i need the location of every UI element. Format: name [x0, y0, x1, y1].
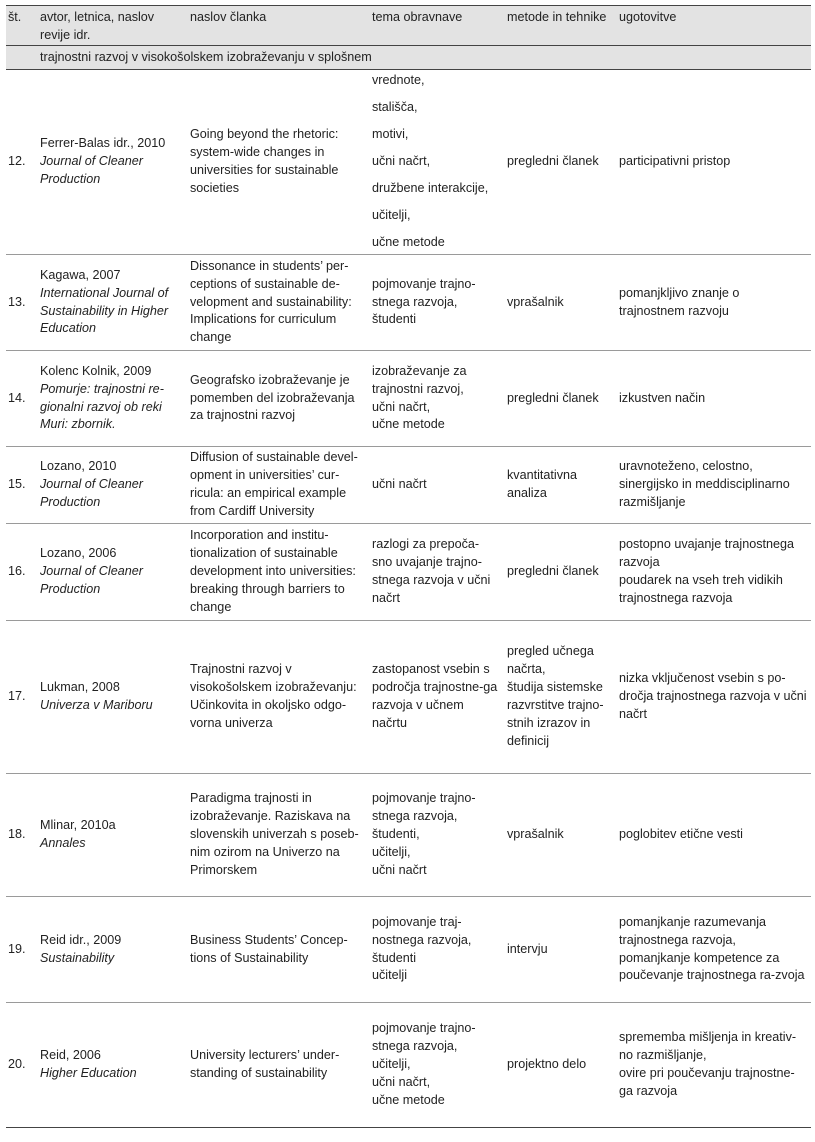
topic-cell [368, 524, 503, 620]
findings-cell [615, 351, 811, 446]
table-row [6, 897, 811, 1003]
table-header [6, 5, 811, 46]
table-row [6, 351, 811, 447]
author-cell [36, 1003, 186, 1127]
findings-cell [615, 897, 811, 1002]
topic-cell [368, 447, 503, 523]
author-cell [36, 70, 186, 254]
finding-item: poudarek na vseh treh vidikih trajnostnega razvoja [619, 573, 783, 605]
author-year: Reid idr., 2009 [40, 932, 122, 947]
topic-item: motivi, [372, 127, 409, 141]
table-row [6, 524, 811, 621]
journal-name: Journal of Cleaner Production [40, 477, 143, 509]
article-title: Diffusion of sustainable devel-opment in universities’ cur-ricula: an empirical example from Cardiff University [190, 450, 358, 518]
topic-item: pojmovanje trajno-stnega razvoja, [372, 1021, 476, 1054]
topic-item: učitelji, [372, 208, 411, 222]
row-number: 18. [8, 827, 26, 842]
topic-cell [368, 351, 503, 446]
row-number: 12. [8, 154, 26, 169]
row-number: 15. [8, 477, 26, 492]
finding-item: poglobitev etične vesti [619, 827, 743, 842]
author-year: Mlinar, 2010a [40, 818, 116, 833]
topic-item: izobraževanje za trajnostni razvoj, [372, 363, 467, 396]
methods-cell: vprašalnik [507, 827, 564, 842]
finding-item: nizka vključenost vsebin s po-dročja trajnostnega razvoja v učni načrt [619, 671, 807, 721]
journal-name: International Journal of Sustainability in Higher Education [40, 285, 169, 336]
author-cell [36, 447, 186, 523]
topic-item: zastopanost vsebin s področja trajnostne-ga razvoja v učnem načrtu [372, 662, 498, 730]
row-number: 14. [8, 390, 26, 405]
author-year: Ferrer-Balas idr., 2010 [40, 136, 166, 151]
finding-item: izkustven način [619, 390, 706, 405]
author-year: Lukman, 2008 [40, 680, 120, 695]
finding-item: postopno uvajanje trajnostnega razvoja [619, 537, 795, 570]
topic-item: družbene interakcije, [372, 181, 489, 195]
row-number: 17. [8, 689, 26, 704]
topic-item: učne metode [372, 417, 445, 432]
topic-item: učitelji [372, 968, 407, 983]
topic-item: učne metode [372, 1092, 445, 1107]
article-title: Dissonance in students’ per-ceptions of sustainable de-velopment and sustainability: Implications for curriculum change [190, 258, 352, 345]
article-title: Incorporation and institu-tionalization of sustainable development into universities: breaking through barriers to change [190, 528, 356, 614]
author-year: Reid, 2006 [40, 1048, 101, 1063]
journal-name: Journal of Cleaner Production [40, 154, 143, 186]
topic-item: pojmovanje trajno-stnega razvoja, [372, 276, 476, 309]
author-cell [36, 524, 186, 620]
method-item: študija sistemske razvrstitve trajno-stnih izrazov in definicij [507, 680, 604, 748]
methods-cell: pregledni članek [507, 154, 599, 169]
header-topic: tema obravnave [372, 10, 463, 24]
findings-cell [615, 1003, 811, 1127]
topic-item: študenti, [372, 827, 420, 842]
article-title: Going beyond the rhetoric: system-wide changes in universities for sustainable societies [190, 127, 339, 195]
article-title: Geografsko izobraževanje je pomemben del izobraževanja za trajnostni razvoj [190, 372, 355, 423]
header-title: naslov članka [190, 10, 267, 24]
findings-cell [615, 774, 811, 896]
finding-item: pomanjkanje razumevanja trajnostnega razvoja, [619, 914, 767, 947]
findings-cell [615, 524, 811, 620]
methods-cell: pregledni članek [507, 564, 599, 579]
journal-name: Higher Education [40, 1066, 137, 1080]
article-title: University lecturers’ under-standing of sustainability [190, 1048, 340, 1080]
header-findings: ugotovitve [619, 10, 677, 24]
findings-cell [615, 255, 811, 350]
literature-table [6, 5, 811, 1128]
table-row [6, 774, 811, 897]
findings-cell [615, 447, 811, 523]
findings-cell [615, 621, 811, 773]
topic-cell [368, 70, 503, 254]
methods-cell: intervju [507, 941, 548, 956]
topic-item: pojmovanje traj-nostnega razvoja, [372, 914, 472, 947]
topic-item: učne metode [372, 235, 445, 249]
topic-item: pojmovanje trajno-stnega razvoja, [372, 791, 476, 824]
author-year: Lozano, 2006 [40, 546, 117, 561]
findings-cell [615, 70, 811, 254]
author-cell [36, 351, 186, 446]
author-cell [36, 255, 186, 350]
article-title: Paradigma trajnosti in izobraževanje. Raziskava na slovenskih univerzah s poseb-nim ozirom na Univerzo na Primorskem [190, 791, 359, 877]
topic-cell [368, 1003, 503, 1127]
table-row [6, 70, 811, 255]
topic-cell [368, 897, 503, 1002]
row-number: 20. [8, 1057, 26, 1072]
topic-item: učni načrt, [372, 154, 431, 168]
method-item: pregled učnega načrta, [507, 644, 594, 677]
finding-item: pomanjkanje kompetence za poučevanje trajnostnega ra-zvoja [619, 950, 805, 983]
finding-item: ovire pri poučevanju trajnostne-ga razvoja [619, 1066, 795, 1098]
methods-cell: pregledni članek [507, 390, 599, 405]
author-year: Kolenc Kolnik, 2009 [40, 363, 152, 378]
author-cell [36, 621, 186, 773]
author-year: Kagawa, 2007 [40, 267, 121, 282]
topic-item: učitelji, [372, 844, 411, 859]
author-cell [36, 774, 186, 896]
article-title: Business Students’ Concep-tions of Sustainability [190, 932, 348, 965]
journal-name: Pomurje: trajnostni re-gionalni razvoj ob reki Muri: zbornik. [40, 381, 164, 432]
finding-item: sprememba mišljenja in kreativ-no razmišljanje, [619, 1030, 797, 1063]
topic-item: vrednote, [372, 73, 425, 87]
methods-cell [503, 621, 615, 773]
journal-name: Sustainability [40, 950, 115, 965]
header-no: št. [8, 10, 22, 24]
methods-cell: projektno delo [507, 1057, 587, 1072]
methods-cell: kvantitativna analiza [507, 468, 578, 500]
topic-item: učni načrt, [372, 1074, 431, 1089]
topic-item: učitelji, [372, 1057, 411, 1072]
header-author: avtor, letnica, naslov revije idr. [40, 10, 155, 42]
journal-name: Univerza v Mariboru [40, 698, 153, 712]
topic-item: razlogi za prepoča-sno uvajanje trajno-stnega razvoja v učni načrt [372, 537, 491, 605]
topic-cell [368, 621, 503, 773]
topic-item: učni načrt [372, 477, 427, 492]
journal-name: Annales [40, 836, 86, 850]
topic-item: študenti [372, 950, 417, 965]
topic-cell [368, 255, 503, 350]
finding-item: uravnoteženo, celostno, sinergijsko in meddisciplinarno razmišljanje [619, 459, 790, 509]
row-number: 19. [8, 941, 26, 956]
table-row [6, 447, 811, 524]
finding-item: participativni pristop [619, 154, 731, 169]
topic-item: študenti [372, 312, 417, 327]
topic-item: učni načrt [372, 862, 427, 877]
author-year: Lozano, 2010 [40, 459, 117, 474]
finding-item: pomanjkljivo znanje o trajnostnem razvoju [619, 285, 740, 318]
header-methods: metode in tehnike [507, 10, 607, 24]
methods-cell: vprašalnik [507, 294, 564, 309]
topic-item: stališča, [372, 100, 418, 114]
table-row [6, 621, 811, 774]
topic-cell [368, 774, 503, 896]
row-number: 16. [8, 564, 26, 579]
row-number: 13. [8, 294, 26, 309]
topic-item: učni načrt, [372, 399, 431, 414]
table-row [6, 255, 811, 351]
article-title: Trajnostni razvoj v visokošolskem izobraževanju: Učinkovita in okoljsko odgo-vorna univerza [190, 662, 357, 730]
table-row [6, 1003, 811, 1128]
journal-name: Journal of Cleaner Production [40, 564, 143, 596]
author-cell [36, 897, 186, 1002]
section-title: trajnostni razvoj v visokošolskem izobraževanju v splošnem [6, 46, 811, 70]
